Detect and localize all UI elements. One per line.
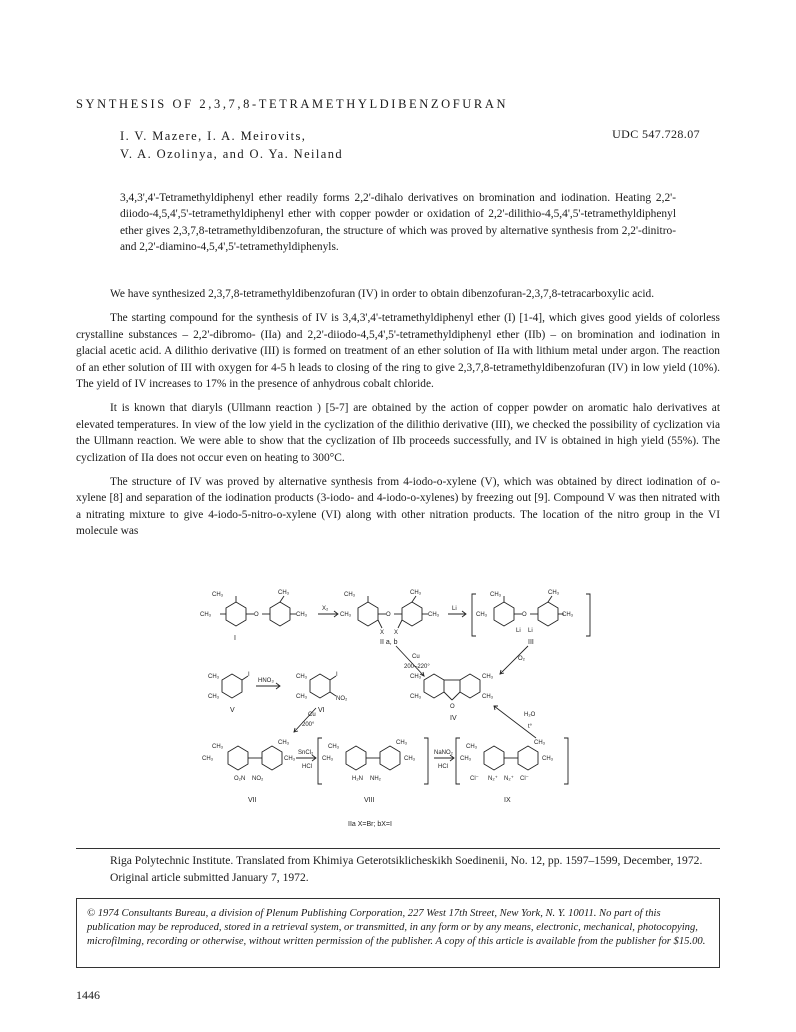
- scheme-group-ch3: CH₃: [482, 674, 494, 680]
- copyright-notice: © 1974 Consultants Bureau, a division of Plenum Publishing Corporation, 227 West 17th Street, New York, N. Y. 10011. No part of this publication may be reproduced, stored in a retrieval system, or transmitted, in any form or by any means, electronic, mechanical, photocopying, microfilming, recording or otherwise, without written permission of the publisher. A copy of this article is available from the publisher for $15.00.: [76, 898, 720, 968]
- scheme-group-li: Li: [528, 628, 533, 634]
- scheme-group-ch3: CH₃: [208, 694, 220, 700]
- scheme-group-ch3: CH₃: [428, 612, 440, 618]
- scheme-group-x: X: [394, 630, 399, 636]
- scheme-group-ch3: CH₃: [340, 612, 352, 618]
- scheme-group-x: X: [380, 630, 385, 636]
- scheme-compound-label: I: [234, 635, 236, 642]
- scheme-group-o: O: [254, 612, 259, 618]
- scheme-group-ch3: CH₃: [212, 744, 224, 750]
- scheme-reagent: H₂O: [524, 712, 536, 718]
- scheme-group-i: I: [336, 672, 338, 678]
- scheme-group-ch3: CH₃: [278, 740, 290, 746]
- udc-code: UDC 547.728.07: [612, 127, 700, 141]
- footnote: Riga Polytechnic Institute. Translated from Khimiya Geterotsiklicheskikh Soedinenii, No. 12, pp. 1597–1599, December, 1972. Original article submitted January 7, 1972.: [110, 854, 703, 884]
- authors-line-2: V. A. Ozolinya, and O. Ya. Neiland: [120, 147, 344, 161]
- scheme-group-ch3: CH₃: [404, 756, 416, 762]
- paragraph-1: We have synthesized 2,3,7,8-tetramethyldibenzofuran (IV) in order to obtain dibenzofuran-2,3,7,8-tetracarboxylic acid.: [110, 288, 655, 300]
- article-body: [76, 286, 720, 548]
- scheme-group-h2n: H₂N: [352, 776, 363, 782]
- scheme-reagent: 200°: [302, 722, 315, 728]
- scheme-group-no2: NO₂: [252, 776, 264, 782]
- scheme-reagent: HNO₃: [258, 678, 274, 684]
- scheme-group-o: O: [386, 612, 391, 618]
- reaction-scheme-drawing: [198, 588, 598, 833]
- scheme-group-i: I: [248, 672, 250, 678]
- scheme-group-ch3: CH₃: [284, 756, 296, 762]
- scheme-compound-label: III: [528, 639, 534, 646]
- scheme-group-ch3: CH₃: [396, 740, 408, 746]
- scheme-group-ch3: CH₃: [200, 612, 212, 618]
- scheme-group-ch3: CH₃: [212, 592, 224, 598]
- scheme-compound-label: IX: [504, 797, 511, 804]
- scheme-group-ch3: CH₃: [202, 756, 214, 762]
- scheme-reagent: HCl: [438, 764, 448, 770]
- scheme-compound-label: II a, b: [380, 639, 398, 646]
- scheme-reagent: Cu: [412, 654, 420, 660]
- scheme-compound-label: IV: [450, 715, 457, 722]
- scheme-group-ch3: CH₃: [542, 756, 554, 762]
- reaction-scheme: [198, 588, 598, 833]
- scheme-group-ch3: CH₃: [562, 612, 574, 618]
- scheme-group-ch3: CH₃: [296, 674, 308, 680]
- scheme-group-ch3: CH₃: [460, 756, 472, 762]
- article-title: SYNTHESIS OF 2,3,7,8-TETRAMETHYLDIBENZOFURAN: [76, 97, 509, 111]
- scheme-group-nh2: NH₂: [370, 776, 381, 782]
- paragraph-4: The structure of IV was proved by alternative synthesis from 4-iodo-o-xylene (V), which was obtained by direct iodination of o-xylene [8] and separation of the iodination products (3-iodo- and 4-iodo-o-xylenes) by freezing out [9]. Compound V was then nitrated with a nitrating mixture to give 4-iodo-5-nitro-o-xylene (VI) along with other nitration products. The location of the nitro group in the VI molecule was: [76, 476, 720, 538]
- scheme-reagent: t°: [528, 724, 533, 730]
- scheme-group-ch3: CH₃: [534, 740, 546, 746]
- abstract: 3,4,3',4'-Tetramethyldiphenyl ether readily forms 2,2'-dihalo derivatives on bromination and iodination. Heating 2,2'-diiodo-4,5,4',5'-tetramethyldiphenyl ether with copper powder or oxidation of 2,2'-dilithio-4,5,4',5'-tetramethyldiphenyl ether gives 2,3,7,8-tetramethyldibenzofuran, the structure of which was proved by alternative synthesis from 2,2'-dinitro- and 2,2'-diamino-4,5,4',5'-tetramethyldiphenyls.: [120, 192, 676, 254]
- scheme-group-o: O: [450, 704, 455, 710]
- scheme-reagent: Cu: [308, 712, 316, 718]
- scheme-compound-label: V: [230, 707, 235, 714]
- scheme-group-ch3: CH₃: [410, 590, 422, 596]
- scheme-group-n2: N₂⁺: [488, 776, 498, 782]
- scheme-group-ch3: CH₃: [466, 744, 478, 750]
- scheme-group-li: Li: [516, 628, 521, 634]
- scheme-group-ch3: CH₃: [296, 612, 308, 618]
- footnote-rule: [76, 848, 720, 849]
- scheme-legend: IIa X=Br; bX=I: [348, 821, 392, 828]
- paragraph-3: It is known that diaryls (Ullmann reaction ) [5-7] are obtained by the action of copper powder on aromatic halo derivatives at elevated temperatures. In view of the low yield in the cyclization of the dilithio derivative (III), we checked the possibility of cyclization via the Ullmann reaction. We were able to show that the cyclization of IIb proceeds successfully, and IV is obtained in high yield (55%). The cyclization of IIa does not occur even on heating to 300°C.: [76, 402, 720, 464]
- scheme-group-n2: N₂⁺: [504, 776, 514, 782]
- page-number: 1446: [76, 988, 100, 1002]
- scheme-reagent: Li: [452, 606, 457, 612]
- scheme-group-ch3: CH₃: [344, 592, 356, 598]
- scheme-compound-label: VII: [248, 797, 257, 804]
- scheme-group-ch3: CH₃: [482, 694, 494, 700]
- scheme-group-cl: Cl⁻: [520, 776, 529, 782]
- scheme-compound-label: VI: [318, 707, 325, 714]
- scheme-group-ch3: CH₃: [410, 674, 422, 680]
- scheme-group-ch3: CH₃: [548, 590, 560, 596]
- scheme-group-ch3: CH₃: [476, 612, 488, 618]
- scheme-reagent: O₂: [518, 656, 525, 662]
- scheme-reagent: NaNO₂: [434, 750, 453, 756]
- scheme-group-o: O: [522, 612, 527, 618]
- scheme-group-ch3: CH₃: [208, 674, 220, 680]
- scheme-group-ch3: CH₃: [410, 694, 422, 700]
- scheme-reagent: SnCl₂: [298, 750, 314, 756]
- author-list: [120, 127, 343, 163]
- scheme-group-ch3: CH₃: [296, 694, 308, 700]
- authors-line-1: I. V. Mazere, I. A. Meirovits,: [120, 129, 307, 143]
- scheme-group-ch3: CH₃: [278, 590, 290, 596]
- scheme-reagent: HCl: [302, 764, 312, 770]
- scheme-reagent: X₂: [322, 606, 329, 612]
- scheme-group-ch3: CH₃: [490, 592, 502, 598]
- scheme-compound-label: VIII: [364, 797, 375, 804]
- scheme-group-o2n: O₂N: [234, 776, 246, 782]
- scheme-group-no2: NO₂: [336, 696, 348, 702]
- scheme-group-cl: Cl⁻: [470, 776, 479, 782]
- paragraph-2: The starting compound for the synthesis of IV is 3,4,3',4'-tetramethyldiphenyl ether (I) [1-4], which gives good yields of colorless crystalline substances – 2,2'-dibromo- (IIa) and 2,2'-diiodo-4,5,4',5'-tetramethyldiphenyl ether (IIb) – on bromination and iodination in glacial acetic acid. A dilithio derivative (III) is formed on treatment of an ether solution of IIa with lithium metal under argon. The reaction of an ether solution of III with oxygen for 4-5 h leads to closing of the ring to give 2,3,7,8-tetramethyldibenzofuran (IV) in low yield (10%). The yield of IV increases to 17% in the presence of anhydrous cobalt chloride.: [76, 312, 720, 391]
- scheme-group-ch3: CH₃: [328, 744, 340, 750]
- scheme-group-ch3: CH₃: [322, 756, 334, 762]
- scheme-reagent: 200–220°: [404, 664, 430, 670]
